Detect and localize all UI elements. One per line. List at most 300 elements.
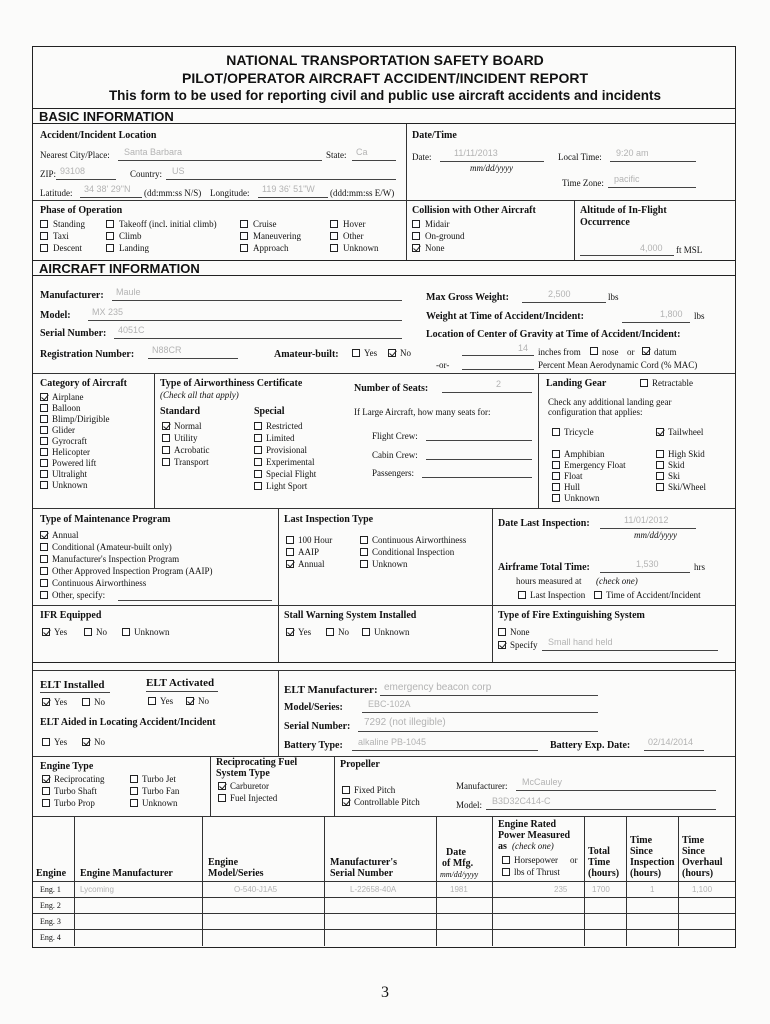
fuel-carburetor-checkbox[interactable] — [218, 782, 226, 790]
engine-row-1-date[interactable]: 1981 — [450, 885, 468, 894]
local-time-label: Local Time: — [558, 152, 602, 162]
cert-note: (Check all that apply) — [160, 390, 239, 400]
elt-activated-heading: ELT Activated — [146, 677, 215, 689]
elt-aided-no-checkbox[interactable] — [82, 738, 90, 746]
power-thrust-checkbox[interactable] — [502, 868, 510, 876]
maint-annual-checkbox[interactable] — [40, 531, 48, 539]
gear-ski-wheel-label: Ski/Wheel — [668, 482, 706, 492]
longitude-label: Longitude: — [210, 188, 250, 198]
elt-installed-yes-label: Yes — [54, 697, 68, 707]
phase-approach-checkbox[interactable] — [240, 244, 248, 252]
engine-turbo-fan-label: Turbo Fan — [142, 786, 180, 796]
phase-heading: Phase of Operation — [40, 205, 123, 216]
elt-manufacturer-value[interactable]: emergency beacon corp — [384, 682, 492, 693]
gear-tricycle-checkbox[interactable] — [552, 428, 560, 436]
landing-gear-heading: Landing Gear — [546, 378, 607, 389]
ifr-no-checkbox[interactable] — [84, 628, 92, 636]
phase-unknown-label: Unknown — [343, 243, 379, 253]
cert-acrobatic-checkbox[interactable] — [162, 446, 170, 454]
table-header-power-4: (check one) — [512, 841, 554, 851]
elt-installed-yes-checkbox[interactable] — [42, 698, 50, 706]
elt-manufacturer-label: ELT Manufacturer: — [284, 684, 378, 696]
phase-other-label: Other — [343, 231, 364, 241]
gear-high-skid-label: High Skid — [668, 449, 705, 459]
seats-label: Number of Seats: — [354, 383, 429, 394]
header-form-title: PILOT/OPERATOR AIRCRAFT ACCIDENT/INCIDENT REPORT — [182, 70, 588, 86]
phase-hover-label: Hover — [343, 219, 366, 229]
prop-model-label: Model: — [456, 800, 482, 810]
altitude-value[interactable]: 4,000 — [640, 243, 663, 253]
cert-provisional-checkbox[interactable] — [254, 446, 262, 454]
gear-retractable-checkbox[interactable] — [640, 379, 648, 387]
table-header-date-1: Date — [446, 847, 466, 858]
cert-special-flight-checkbox[interactable] — [254, 470, 262, 478]
category-airplane-checkbox[interactable] — [40, 393, 48, 401]
table-header-model-1: Engine — [208, 857, 239, 868]
table-header-insp-3: Inspection — [630, 857, 675, 868]
battery-exp-value[interactable]: 02/14/2014 — [648, 737, 694, 747]
power-horsepower-label: Horsepower — [514, 855, 558, 865]
insp-unknown-label: Unknown — [372, 559, 408, 569]
engine-row-1-power[interactable]: 235 — [554, 885, 568, 894]
engine-row-1-label: Eng. 1 — [40, 885, 61, 894]
engine-row-1-overhaul[interactable]: 1,100 — [692, 885, 713, 894]
registration-label: Registration Number: — [40, 349, 135, 360]
insp-aaip-label: AAIP — [298, 547, 320, 557]
collision-midair-checkbox[interactable] — [412, 220, 420, 228]
maint-conditional-checkbox[interactable] — [40, 543, 48, 551]
gear-tricycle-label: Tricycle — [564, 427, 594, 437]
engine-turbo-prop-checkbox[interactable] — [42, 799, 50, 807]
gear-retractable-label: Retractable — [652, 378, 693, 388]
elt-aided-no-label: No — [94, 737, 105, 747]
engine-turbo-shaft-label: Turbo Shaft — [54, 786, 97, 796]
collision-none-checkbox[interactable] — [412, 244, 420, 252]
gear-hull-checkbox[interactable] — [552, 483, 560, 491]
table-header-insp-1: Time — [630, 835, 653, 846]
cert-transport-label: Transport — [174, 457, 209, 467]
fuel-carburetor-label: Carburetor — [230, 781, 269, 791]
gear-tailwheel-checkbox[interactable] — [656, 428, 664, 436]
cert-light-sport-checkbox[interactable] — [254, 482, 262, 490]
category-balloon-label: Balloon — [52, 403, 81, 413]
category-helicopter-checkbox[interactable] — [40, 448, 48, 456]
category-balloon-checkbox[interactable] — [40, 404, 48, 412]
prop-fixed-pitch-checkbox[interactable] — [342, 786, 350, 794]
gear-unknown-label: Unknown — [564, 493, 600, 503]
table-header-ovh-1: Time — [682, 835, 705, 846]
local-time-value[interactable]: 9:20 am — [616, 148, 649, 158]
stall-unknown-checkbox[interactable] — [362, 628, 370, 636]
serial-value[interactable]: 4051C — [118, 325, 145, 335]
collision-midair-label: Midair — [425, 219, 450, 229]
insp-continuous-checkbox[interactable] — [360, 536, 368, 544]
category-heading: Category of Aircraft — [40, 378, 128, 389]
engine-row-1-model[interactable]: O-540-J1A5 — [234, 885, 278, 894]
maint-other-checkbox[interactable] — [40, 591, 48, 599]
hours-measured-note: hours measured at — [516, 576, 582, 586]
longitude-format: (ddd:mm:ss E/W) — [330, 188, 395, 198]
insp-annual-label: Annual — [298, 559, 325, 569]
gear-tailwheel-label: Tailwheel — [668, 427, 704, 437]
fuel-injected-label: Fuel Injected — [230, 793, 278, 803]
cert-experimental-checkbox[interactable] — [254, 458, 262, 466]
model-label: Model: — [40, 310, 71, 321]
weight-unit: lbs — [694, 311, 705, 321]
table-header-ovh-4: (hours) — [682, 868, 714, 879]
cert-special-flight-label: Special Flight — [266, 469, 317, 479]
section-aircraft-information: AIRCRAFT INFORMATION — [33, 260, 735, 276]
phase-maneuvering-checkbox[interactable] — [240, 232, 248, 240]
table-header-engine: Engine — [36, 868, 67, 879]
zip-label: ZIP: — [40, 169, 57, 179]
weight-value[interactable]: 1,800 — [660, 309, 683, 319]
engine-row-3-label: Eng. 3 — [40, 917, 61, 926]
ifr-unknown-label: Unknown — [134, 627, 170, 637]
registration-value[interactable]: N88CR — [152, 345, 182, 355]
cg-label: Location of Center of Gravity at Time of Accident/Incident: — [426, 329, 681, 340]
elt-serial-value[interactable]: 7292 (not illegible) — [364, 717, 446, 728]
insp-continuous-label: Continuous Airworthiness — [372, 535, 467, 545]
gear-emergency-float-checkbox[interactable] — [552, 461, 560, 469]
table-header-insp-2: Since — [630, 846, 653, 857]
prop-model-value[interactable]: B3D32C414-C — [492, 796, 551, 806]
section-basic-information: BASIC INFORMATION — [33, 108, 735, 124]
engine-unknown-checkbox[interactable] — [130, 799, 138, 807]
gear-skid-checkbox[interactable] — [656, 461, 664, 469]
elt-aided-yes-label: Yes — [54, 737, 68, 747]
large-aircraft-text: If Large Aircraft, how many seats for: — [354, 407, 491, 417]
fire-none-checkbox[interactable] — [498, 628, 506, 636]
gear-high-skid-checkbox[interactable] — [656, 450, 664, 458]
stall-yes-label: Yes — [298, 627, 312, 637]
date-last-inspection-format: mm/dd/yyyy — [634, 530, 677, 540]
gross-weight-unit: lbs — [608, 292, 619, 302]
phase-descent-label: Descent — [53, 243, 82, 253]
engine-unknown-label: Unknown — [142, 798, 178, 808]
phase-climb-checkbox[interactable] — [106, 232, 114, 240]
latitude-label: Latitude: — [40, 188, 73, 198]
insp-100-hour-checkbox[interactable] — [286, 536, 294, 544]
fuel-injected-checkbox[interactable] — [218, 794, 226, 802]
insp-unknown-checkbox[interactable] — [360, 560, 368, 568]
category-gyrocraft-checkbox[interactable] — [40, 437, 48, 445]
phase-takeoff-label: Takeoff (incl. initial climb) — [119, 219, 217, 229]
ifr-no-label: No — [96, 627, 107, 637]
phase-other-checkbox[interactable] — [330, 232, 338, 240]
category-gyrocraft-label: Gyrocraft — [52, 436, 87, 446]
maint-aaip-checkbox[interactable] — [40, 567, 48, 575]
table-header-engine-manufacturer: Engine Manufacturer — [80, 868, 173, 879]
phase-climb-label: Climb — [119, 231, 142, 241]
city-label: Nearest City/Place: — [40, 150, 110, 160]
engine-reciprocating-checkbox[interactable] — [42, 775, 50, 783]
page-number: 3 — [381, 984, 389, 1001]
stall-no-label: No — [338, 627, 349, 637]
cert-utility-checkbox[interactable] — [162, 434, 170, 442]
category-glider-checkbox[interactable] — [40, 426, 48, 434]
passengers-label: Passengers: — [372, 468, 414, 478]
insp-conditional-checkbox[interactable] — [360, 548, 368, 556]
collision-heading: Collision with Other Aircraft — [412, 205, 536, 216]
insp-aaip-checkbox[interactable] — [286, 548, 294, 556]
stall-no-checkbox[interactable] — [326, 628, 334, 636]
table-header-power-2: Power Measured — [498, 830, 571, 841]
flight-crew-label: Flight Crew: — [372, 431, 418, 441]
fire-specify-value[interactable]: Small hand held — [548, 637, 613, 647]
collision-on-ground-label: On-ground — [425, 231, 465, 241]
altitude-unit: ft MSL — [676, 245, 703, 255]
table-header-total-3: (hours) — [588, 868, 620, 879]
ifr-yes-label: Yes — [54, 627, 68, 637]
country-value[interactable]: US — [172, 166, 185, 176]
gear-note-1: Check any additional landing gear — [548, 397, 672, 407]
table-header-power-3: as — [498, 841, 507, 852]
category-unknown-checkbox[interactable] — [40, 481, 48, 489]
fuel-system-heading-1: Reciprocating Fuel — [216, 757, 298, 768]
date-last-inspection-label: Date Last Inspection: — [498, 518, 590, 529]
maint-manufacturer-label: Manufacturer's Inspection Program — [52, 554, 180, 564]
amateur-yes-checkbox[interactable] — [352, 349, 360, 357]
cert-acrobatic-label: Acrobatic — [174, 445, 210, 455]
hours-time-of-accident-label: Time of Accident/Incident — [606, 590, 701, 600]
battery-exp-label: Battery Exp. Date: — [550, 740, 631, 751]
elt-serial-label: Serial Number: — [284, 721, 351, 732]
gear-unknown-checkbox[interactable] — [552, 494, 560, 502]
gear-ski-checkbox[interactable] — [656, 472, 664, 480]
gear-note-2: configuration that applies: — [548, 407, 643, 417]
cert-limited-checkbox[interactable] — [254, 434, 262, 442]
cert-experimental-label: Experimental — [266, 457, 315, 467]
state-value[interactable]: Ca — [356, 147, 368, 157]
prop-controllable-pitch-checkbox[interactable] — [342, 798, 350, 806]
phase-taxi-checkbox[interactable] — [40, 232, 48, 240]
cg-datum-label: datum — [654, 347, 677, 357]
phase-takeoff-checkbox[interactable] — [106, 220, 114, 228]
elt-activated-no-checkbox[interactable] — [186, 697, 194, 705]
engine-row-2-label: Eng. 2 — [40, 901, 61, 910]
cert-restricted-label: Restricted — [266, 421, 303, 431]
table-header-date-3: mm/dd/yyyy — [440, 870, 479, 879]
gear-float-label: Float — [564, 471, 583, 481]
engine-turbo-shaft-checkbox[interactable] — [42, 787, 50, 795]
stall-unknown-label: Unknown — [374, 627, 410, 637]
latitude-value[interactable]: 34 38' 29"N — [84, 184, 131, 194]
cg-nose-label: nose — [602, 347, 619, 357]
longitude-value[interactable]: 119 36' 51"W — [262, 184, 315, 194]
table-header-serial-2: Serial Number — [330, 868, 394, 879]
battery-type-label: Battery Type: — [284, 740, 343, 751]
cert-normal-label: Normal — [174, 421, 202, 431]
date-label: Date: — [412, 152, 432, 162]
elt-installed-heading: ELT Installed — [40, 679, 105, 691]
engine-row-1-serial[interactable]: L-22658-40A — [350, 885, 397, 894]
category-powered-lift-checkbox[interactable] — [40, 459, 48, 467]
cg-or-separator: -or- — [436, 360, 450, 370]
phase-landing-checkbox[interactable] — [106, 244, 114, 252]
category-ultralight-checkbox[interactable] — [40, 470, 48, 478]
cg-value[interactable]: 14 — [518, 343, 529, 353]
manufacturer-label: Manufacturer: — [40, 290, 104, 301]
elt-installed-no-checkbox[interactable] — [82, 698, 90, 706]
phase-approach-label: Approach — [253, 243, 289, 253]
prop-manufacturer-value[interactable]: McCauley — [522, 777, 563, 787]
insp-annual-checkbox[interactable] — [286, 560, 294, 568]
hours-last-inspection-label: Last Inspection — [530, 590, 586, 600]
time-zone-value[interactable]: pacific — [614, 174, 640, 184]
header-agency: NATIONAL TRANSPORTATION SAFETY BOARD — [226, 52, 544, 68]
maint-other-label: Other, specify: — [52, 590, 106, 600]
airframe-time-value[interactable]: 1,530 — [636, 559, 659, 569]
inspection-type-heading: Last Inspection Type — [284, 514, 374, 525]
date-value[interactable]: 11/11/2013 — [454, 148, 498, 158]
maintenance-heading: Type of Maintenance Program — [40, 514, 171, 525]
cg-inches-from: inches from — [538, 347, 581, 357]
gear-emergency-float-label: Emergency Float — [564, 460, 626, 470]
cert-transport-checkbox[interactable] — [162, 458, 170, 466]
location-heading: Accident/Incident Location — [40, 130, 157, 141]
phase-standing-checkbox[interactable] — [40, 220, 48, 228]
cert-normal-checkbox[interactable] — [162, 422, 170, 430]
table-header-power-1: Engine Rated — [498, 819, 557, 830]
engine-turbo-jet-label: Turbo Jet — [142, 774, 176, 784]
category-blimp-label: Blimp/Dirigible — [52, 414, 110, 424]
country-label: Country: — [130, 169, 163, 179]
maint-continuous-label: Continuous Airworthiness — [52, 578, 147, 588]
engine-row-1-insp[interactable]: 1 — [650, 885, 655, 894]
city-value[interactable]: Santa Barbara — [124, 147, 183, 157]
engine-turbo-prop-label: Turbo Prop — [54, 798, 95, 808]
propeller-heading: Propeller — [340, 759, 380, 770]
gear-float-checkbox[interactable] — [552, 472, 560, 480]
phase-hover-checkbox[interactable] — [330, 220, 338, 228]
amateur-built-label: Amateur-built: — [274, 349, 339, 360]
battery-type-value[interactable]: alkaline PB-1045 — [358, 737, 427, 747]
cert-restricted-checkbox[interactable] — [254, 422, 262, 430]
cert-limited-label: Limited — [266, 433, 295, 443]
maint-annual-label: Annual — [52, 530, 79, 540]
engine-type-heading: Engine Type — [40, 761, 94, 772]
power-or-label: or — [570, 855, 578, 865]
elt-model-label: Model/Series: — [284, 702, 343, 713]
prop-manufacturer-label: Manufacturer: — [456, 781, 508, 791]
altitude-heading-2: Occurrence — [580, 217, 630, 228]
category-blimp-checkbox[interactable] — [40, 415, 48, 423]
ifr-yes-checkbox[interactable] — [42, 628, 50, 636]
maint-continuous-checkbox[interactable] — [40, 579, 48, 587]
cert-heading: Type of Airworthiness Certificate — [160, 378, 303, 389]
phase-maneuvering-label: Maneuvering — [253, 231, 301, 241]
phase-unknown-checkbox[interactable] — [330, 244, 338, 252]
hours-time-of-accident-checkbox[interactable] — [594, 591, 602, 599]
elt-aided-yes-checkbox[interactable] — [42, 738, 50, 746]
hours-measured-check-one: (check one) — [596, 576, 638, 586]
model-value[interactable]: MX 235 — [92, 307, 124, 317]
engine-reciprocating-label: Reciprocating — [54, 774, 105, 784]
phase-standing-label: Standing — [53, 219, 86, 229]
phase-descent-checkbox[interactable] — [40, 244, 48, 252]
amateur-no-checkbox[interactable] — [388, 349, 396, 357]
category-ultralight-label: Ultralight — [52, 469, 87, 479]
gear-ski-label: Ski — [668, 471, 681, 481]
collision-on-ground-checkbox[interactable] — [412, 232, 420, 240]
fire-specify-checkbox[interactable] — [498, 641, 506, 649]
gear-amphibian-label: Amphibian — [564, 449, 605, 459]
fuel-system-heading-2: System Type — [216, 768, 270, 779]
engine-row-4-label: Eng. 4 — [40, 933, 61, 942]
header-subtitle: This form to be used for reporting civil and public use aircraft accidents and incidents — [108, 88, 662, 103]
date-format: mm/dd/yyyy — [470, 163, 513, 173]
maint-aaip-label: Other Approved Inspection Program (AAIP) — [52, 566, 213, 576]
weight-label: Weight at Time of Accident/Incident: — [426, 311, 584, 322]
prop-fixed-pitch-label: Fixed Pitch — [354, 785, 396, 795]
amateur-yes-label: Yes — [364, 348, 378, 358]
manufacturer-value[interactable]: Maule — [116, 287, 141, 297]
airframe-time-unit: hrs — [694, 562, 705, 572]
table-header-insp-4: (hours) — [630, 868, 662, 879]
power-horsepower-checkbox[interactable] — [502, 856, 510, 864]
cg-or-label: or — [627, 347, 635, 357]
gear-hull-label: Hull — [564, 482, 581, 492]
gear-amphibian-checkbox[interactable] — [552, 450, 560, 458]
airframe-time-label: Airframe Total Time: — [498, 562, 590, 573]
insp-100-hour-label: 100 Hour — [298, 535, 333, 545]
elt-model-value[interactable]: EBC-102A — [368, 699, 411, 709]
elt-installed-no-label: No — [94, 697, 105, 707]
category-unknown-label: Unknown — [52, 480, 88, 490]
engine-row-1-total[interactable]: 1700 — [592, 885, 610, 894]
phase-cruise-checkbox[interactable] — [240, 220, 248, 228]
category-helicopter-label: Helicopter — [52, 447, 90, 457]
maint-conditional-label: Conditional (Amateur-built only) — [52, 542, 172, 552]
table-header-total-2: Time — [588, 857, 611, 868]
maint-manufacturer-checkbox[interactable] — [40, 555, 48, 563]
hours-last-inspection-checkbox[interactable] — [518, 591, 526, 599]
ifr-unknown-checkbox[interactable] — [122, 628, 130, 636]
table-header-total-1: Total — [588, 846, 610, 857]
serial-label: Serial Number: — [40, 328, 107, 339]
phase-landing-label: Landing — [119, 243, 149, 253]
ifr-heading: IFR Equipped — [40, 610, 102, 621]
table-header-model-2: Model/Series — [208, 868, 264, 879]
prop-controllable-pitch-label: Controllable Pitch — [354, 797, 420, 807]
cg-mac-text: Percent Mean Aerodynamic Cord (% MAC) — [538, 360, 698, 370]
stall-warning-heading: Stall Warning System Installed — [284, 610, 417, 621]
cg-nose-checkbox[interactable] — [590, 347, 598, 355]
elt-activated-yes-checkbox[interactable] — [148, 697, 156, 705]
table-header-ovh-2: Since — [682, 846, 705, 857]
category-glider-label: Glider — [52, 425, 75, 435]
category-airplane-label: Airplane — [52, 392, 84, 402]
latitude-format: (dd:mm:ss N/S) — [144, 188, 202, 198]
cg-datum-checkbox[interactable] — [642, 347, 650, 355]
zip-value[interactable]: 93108 — [60, 166, 86, 176]
phase-cruise-label: Cruise — [253, 219, 277, 229]
table-header-date-2: of Mfg. — [442, 858, 474, 869]
engine-turbo-fan-checkbox[interactable] — [130, 787, 138, 795]
table-header-serial-1: Manufacturer's — [330, 857, 398, 868]
engine-turbo-jet-checkbox[interactable] — [130, 775, 138, 783]
gross-weight-label: Max Gross Weight: — [426, 292, 509, 303]
elt-activated-yes-label: Yes — [160, 696, 174, 706]
stall-yes-checkbox[interactable] — [286, 628, 294, 636]
engine-row-1-manufacturer[interactable]: Lycoming — [80, 885, 114, 894]
date-last-inspection-value[interactable]: 11/01/2012 — [624, 515, 669, 525]
seats-value[interactable]: 2 — [496, 379, 502, 389]
gear-ski-wheel-checkbox[interactable] — [656, 483, 664, 491]
gross-weight-value[interactable]: 2,500 — [548, 289, 571, 299]
fire-extinguishing-heading: Type of Fire Extinguishing System — [498, 610, 645, 621]
